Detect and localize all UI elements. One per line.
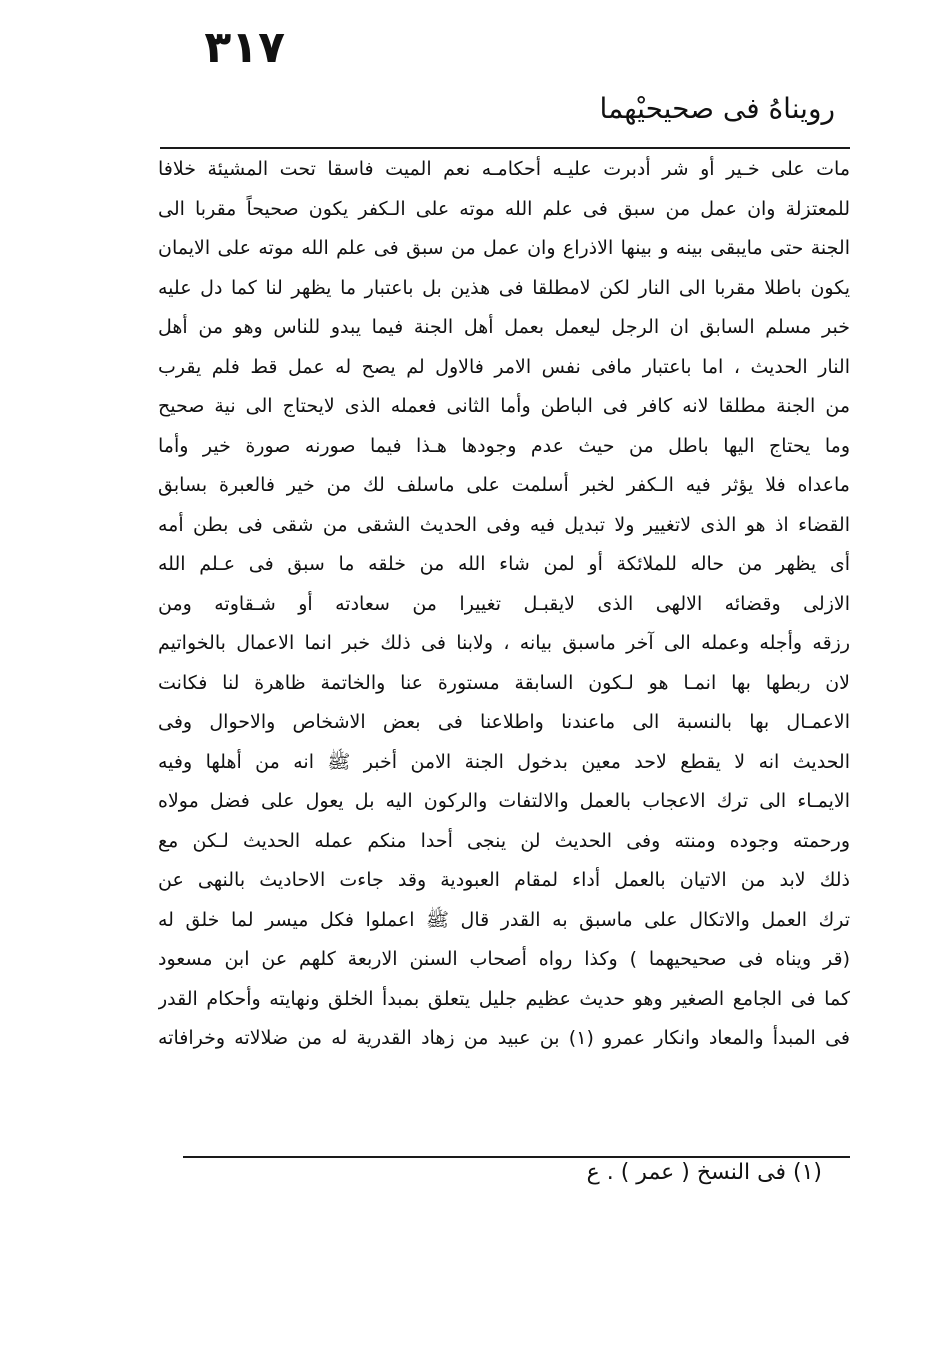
text-line: كما فى الجامع الصغير وهو حديث عظيم جليل يتعلق بمبدأ الخلق ونهايته وأحكام القدر	[158, 987, 850, 1010]
text-line: الاعمـال بها بالنسبة الى ماعندنا واطلاعنا فى بعض الاشخاص والاحوال وفى	[158, 711, 850, 733]
text-line: فى المبدأ والمعاد وانكار عمرو (١) بن عبيد من زهاد القدرية له من ضلالاته وخرافاته	[158, 1027, 850, 1049]
text-line: النار الحديث ، اما باعتبار مافى نفس الامر فالاول لم يصح له عمل قط فلم يقرب	[158, 355, 850, 378]
text-line: ترك العمل والاتكال على ماسبق به القدر قال ﷺ اعملوا فكل ميسر لما خلق له	[158, 908, 850, 931]
text-line: الايمـاء الى ترك الاعجاب بالعمل والالتفات والركون اليه بل يعول على فضل مولاه	[158, 790, 850, 812]
text-line: (قر ويناه فى صحيحيهما ) وكذا رواه أصحاب السنن الاربعة كلهم عن ابن مسعود	[158, 948, 850, 970]
text-line: مات على خـير أو شر أدبرت عليـه أحكامـه نعم الميت فاسقا تحت المشيئة خلافا	[158, 158, 850, 180]
text-line: الازلى وقضائه الالهى الذى لايقبـل تغييرا من سعادته أو شـقاوته ومن	[158, 592, 850, 615]
text-line: الحديث انه لا يقطع لاحد معين بدخول الجنة الامن أخبر ﷺ انه من أهلها وفيه	[158, 750, 850, 773]
footnote-rule	[183, 1156, 850, 1158]
running-head: رويناهُ فى صحيحيْهما	[599, 92, 835, 125]
text-line: وما يحتاج اليها باطل من حيث عدم وجودها هـذا فيما صورنه صورة خير وأما	[158, 434, 850, 457]
text-line: القضاء اذ هو الذى لاتغيير ولا تبديل فيه وفى الحديث الشقى من شقى فى بطن أمه	[158, 513, 850, 536]
text-line: أى يظهر من حاله للملائكة أو لمن شاء الله من خلقه ما سبق فى عـلم الله	[158, 553, 850, 575]
text-line: ورحمته وجوده ومنته وفى الحديث لن ينجى أحدا منكم عمله الحديث لـكن مع	[158, 829, 850, 852]
text-line: الجنة حتى مايبقى بينه و بينها الاذراع وان عمل من سبق فى علم الله موته على الايمان	[158, 237, 850, 259]
text-line: للمعتزلة وان عمل من سبق فى علم الله موته على الـكفر يكون صحيحاً مقربا الى	[158, 197, 850, 220]
text-line: خبر مسلم السابق ان الرجل ليعمل بعمل أهل الجنة فيما يبدو للناس وهو من أهل	[158, 316, 850, 338]
top-rule	[160, 147, 850, 149]
text-line: ماعداه فلا يؤثر فيه الـكفر لخبر أسلمت على ماسلف لك من خير فالعبرة بسابق	[158, 474, 850, 496]
text-line: رزقه وأجله وعمله الى آخر ماسبق بيانه ، ولابنا فى ذلك خبر انما الاعمال بالخواتيم	[158, 632, 850, 654]
page-number: ٣١٧	[204, 22, 285, 73]
footnote: (١) فى النسخ ( عمر ) . ع	[586, 1160, 822, 1185]
body-text	[158, 150, 850, 1059]
text-line: ذلك لابد من الاتيان بالعمل أداء لمقام العبودية وقد جاءت الاحاديث بالنهى عن	[158, 869, 850, 891]
text-line: من الجنة مطلقا لانه كافر فى الباطن وأما الثانى فعمله الذى لايحتاج الى نية صحيح	[158, 395, 850, 417]
text-line: يكون باطلا مقربا الى النار لكن لامطلقا فى هذين بل باعتبار ما يظهر لنا كما دل عليه	[158, 276, 850, 299]
text-line: لان ربطها بها انمـا هو لـكون السابقة مستورة عنا والخاتمة ظاهرة لنا فكانت	[158, 671, 850, 694]
